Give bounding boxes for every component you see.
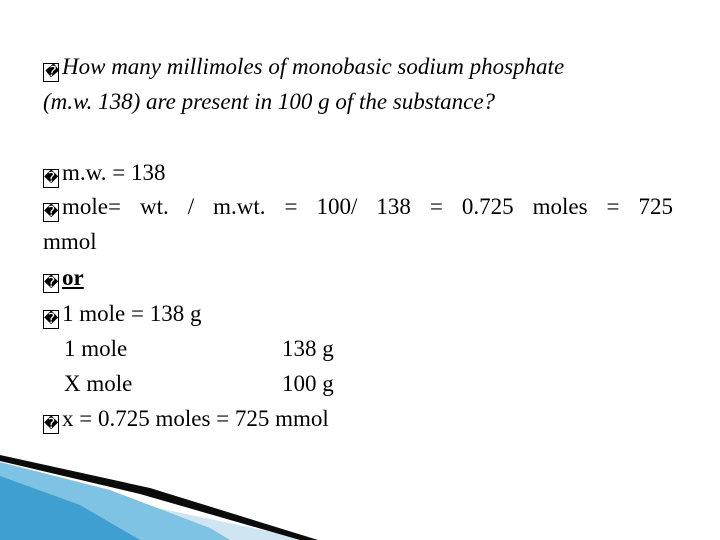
mole-line-2: mmol bbox=[43, 229, 97, 254]
question-line-2: (m.w. 138) are present in 100 g of the substance? bbox=[43, 89, 496, 114]
bullet-icon: � bbox=[44, 416, 59, 432]
mole-text-1: mole= wt. / m.wt. = 100/ 138 = 0.725 moles = 725 bbox=[62, 194, 673, 219]
prop-row2-right: 100 g bbox=[282, 371, 334, 396]
one-mole-text: 1 mole = 138 g bbox=[62, 301, 202, 326]
bullet-icon: � bbox=[44, 275, 59, 291]
x-result-text: x = 0.725 moles = 725 mmol bbox=[62, 406, 329, 431]
prop-row2-left: X mole bbox=[64, 371, 133, 396]
question-text-1: How many millimoles of monobasic sodium phosphate bbox=[62, 54, 565, 79]
prop-row1-right: 138 g bbox=[282, 336, 334, 361]
or-text: or bbox=[62, 265, 84, 290]
bullet-icon: � bbox=[44, 204, 59, 220]
mw-text: m.w. = 138 bbox=[62, 160, 166, 185]
bullet-icon: � bbox=[44, 311, 59, 327]
bullet-icon: � bbox=[44, 170, 59, 186]
prop-row1-left: 1 mole bbox=[64, 336, 128, 361]
bullet-icon: � bbox=[44, 64, 59, 80]
